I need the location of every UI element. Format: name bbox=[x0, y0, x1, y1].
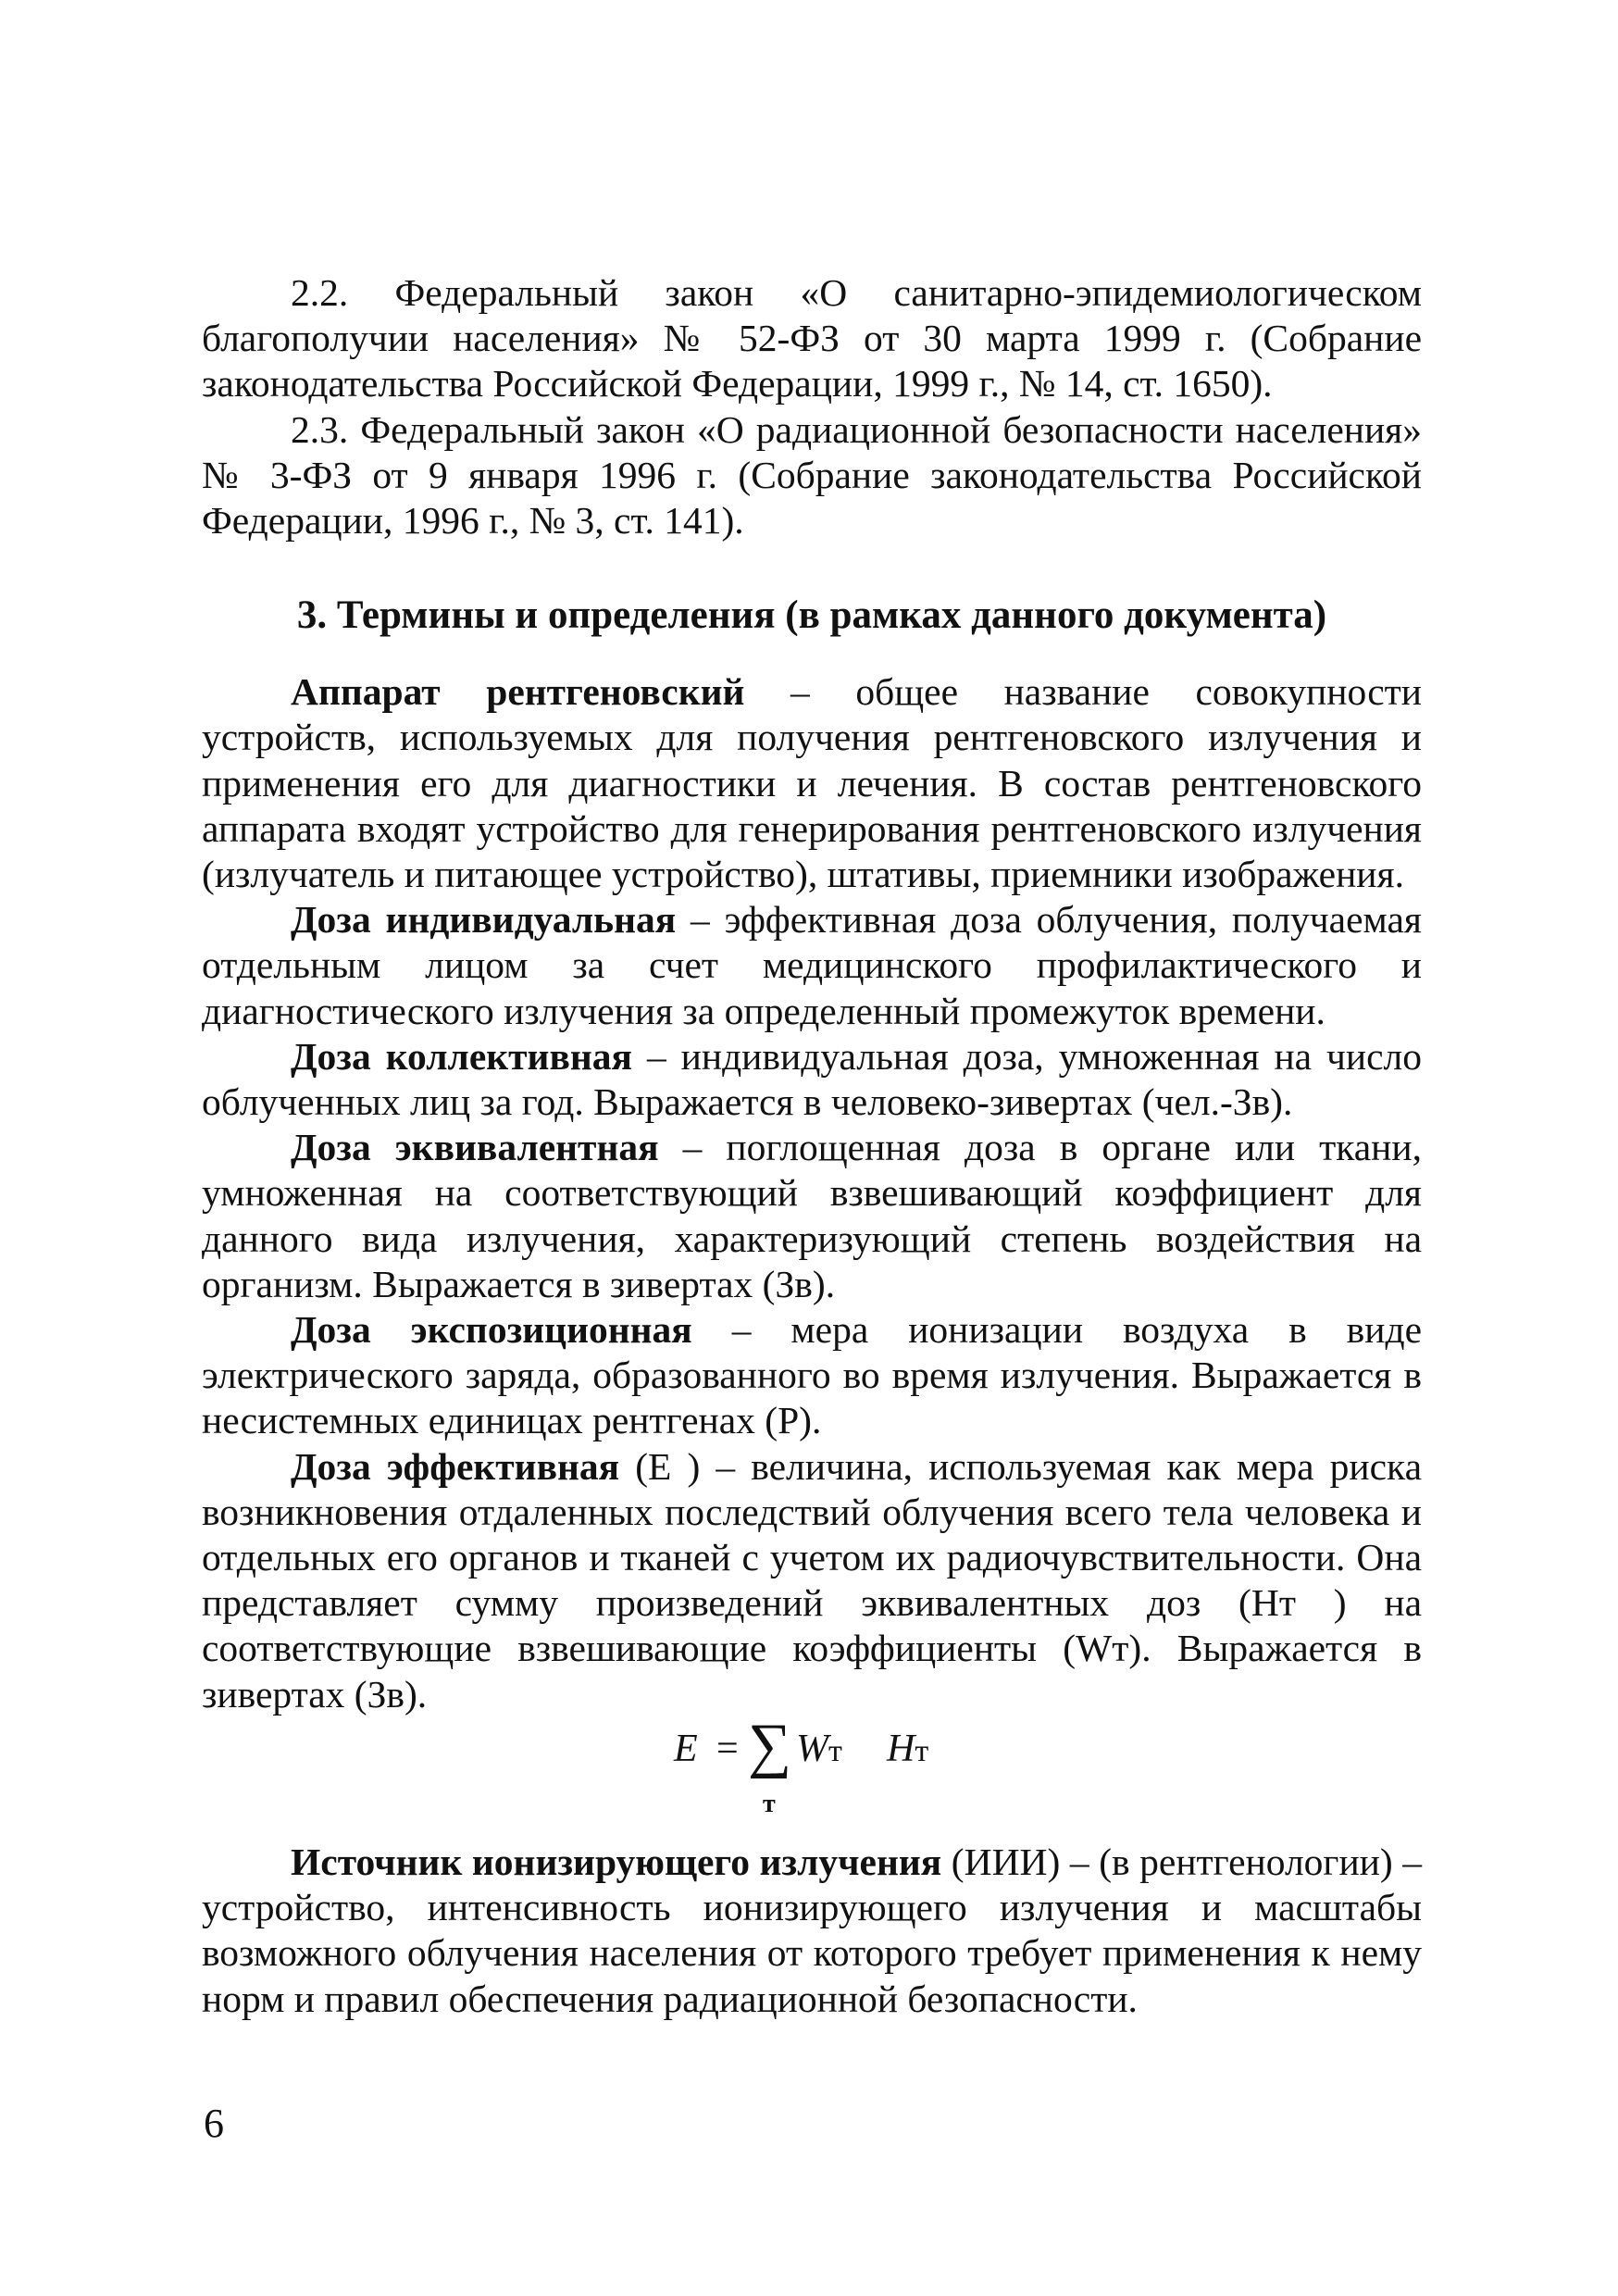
section-heading: 3. Термины и определения (в рамках данного документа) bbox=[296, 593, 1327, 638]
definition-collective-dose bbox=[202, 1034, 1422, 1125]
page-number: 6 bbox=[204, 2101, 224, 2146]
term-label: Доза индивидуальная bbox=[291, 898, 677, 942]
effective-dose-formula bbox=[202, 1711, 1422, 1832]
definition-apparatus bbox=[202, 669, 1422, 897]
definition-text: – общее название совокупности устройств, используемых для получения рентгеновского излучения и применения его для диагностики и лечения. В состав рентгеновского аппарата входят устройство для генерирования рентгеновского излучения (излучатель и питающее устройство), штативы, приемники изображения. bbox=[202, 670, 1422, 896]
term-label: Доза эквивалентная bbox=[291, 1126, 659, 1169]
definition-exposure-dose bbox=[202, 1307, 1422, 1444]
term-label: Доза экспозиционная bbox=[291, 1308, 692, 1352]
definition-text: – мера ионизации воздуха в виде электрического заряда, образованного во время излучения. Выражается в несистемных единицах рентгенах (Р). bbox=[202, 1308, 1423, 1442]
definition-radiation-source bbox=[202, 1840, 1422, 2022]
definition-text: – индивидуальная доза, умноженная на число облученных лиц за год. Выражается в человеко-зивертах (чел.-Зв). bbox=[202, 1034, 1422, 1124]
definition-text: (ИИИ) – (в рентгенологии) – устройство, интенсивность ионизирующего излучения и масштабы возможного облучения населения от которого требует применения к нему норм и правил обеспечения радиационной безопасности. bbox=[202, 1840, 1422, 2020]
document-page bbox=[202, 270, 1422, 2022]
law-paragraph-2-3: 2.3. Федеральный закон «О радиационной безопасности населения» № 3-ФЗ от 9 января 1996 г. (Собрание законодательства Российской Федерации, 1996 г., № 3, ст. 141). bbox=[202, 407, 1422, 543]
law-paragraph-2-2: 2.2. Федеральный закон «О санитарно-эпидемиологическом благополучии населения» № 52-ФЗ от 30 марта 1999 г. (Собрание законодательства Российской Федерации, 1999 г., № 14, ст. 1650). bbox=[202, 271, 1422, 406]
term-label: Доза эффективная bbox=[291, 1444, 620, 1488]
weight-symbol: W bbox=[796, 1727, 828, 1770]
dose-symbol: H bbox=[887, 1727, 915, 1770]
formula-weight-term bbox=[796, 1727, 842, 1771]
dose-subscript: т bbox=[915, 1733, 929, 1768]
definition-text: – поглощенная доза в органе или ткани, умноженная на соответствующий взвешивающий коэффициент для данного вида излучения, характеризующий степень воздействия на организм. Выражается в зивертах (Зв). bbox=[202, 1126, 1422, 1305]
definition-effective-dose bbox=[202, 1444, 1422, 1717]
formula-lhs: E bbox=[674, 1727, 698, 1770]
formula-dose-term bbox=[887, 1727, 928, 1771]
definition-equivalent-dose bbox=[202, 1125, 1422, 1307]
definition-individual-dose bbox=[202, 897, 1422, 1034]
term-label: Доза коллективная bbox=[291, 1034, 632, 1078]
formula-equals: = bbox=[716, 1727, 739, 1770]
weight-subscript: т bbox=[828, 1733, 842, 1768]
term-label: Источник ионизирующего излучения bbox=[291, 1840, 942, 1883]
sum-index: т bbox=[763, 1789, 776, 1818]
definition-text: – эффективная доза облучения, получаемая отдельным лицом за счет медицинского профилактического и диагностического излучения за определенный промежуток времени. bbox=[202, 898, 1422, 1032]
definition-text: (Е ) – величина, используемая как мера риска возникновения отдаленных последствий облучения всего тела человека и отдельных его органов и тканей с учетом их радиочувствительности. Она представляет сумму произведений эквивалентных доз (Нт ) на соответствующие взвешивающие коэффициенты (Wт). Выражается в зивертах (Зв). bbox=[202, 1444, 1423, 1716]
sum-sign: ∑ bbox=[748, 1711, 792, 1779]
term-label: Аппарат рентгеновский bbox=[291, 670, 745, 714]
